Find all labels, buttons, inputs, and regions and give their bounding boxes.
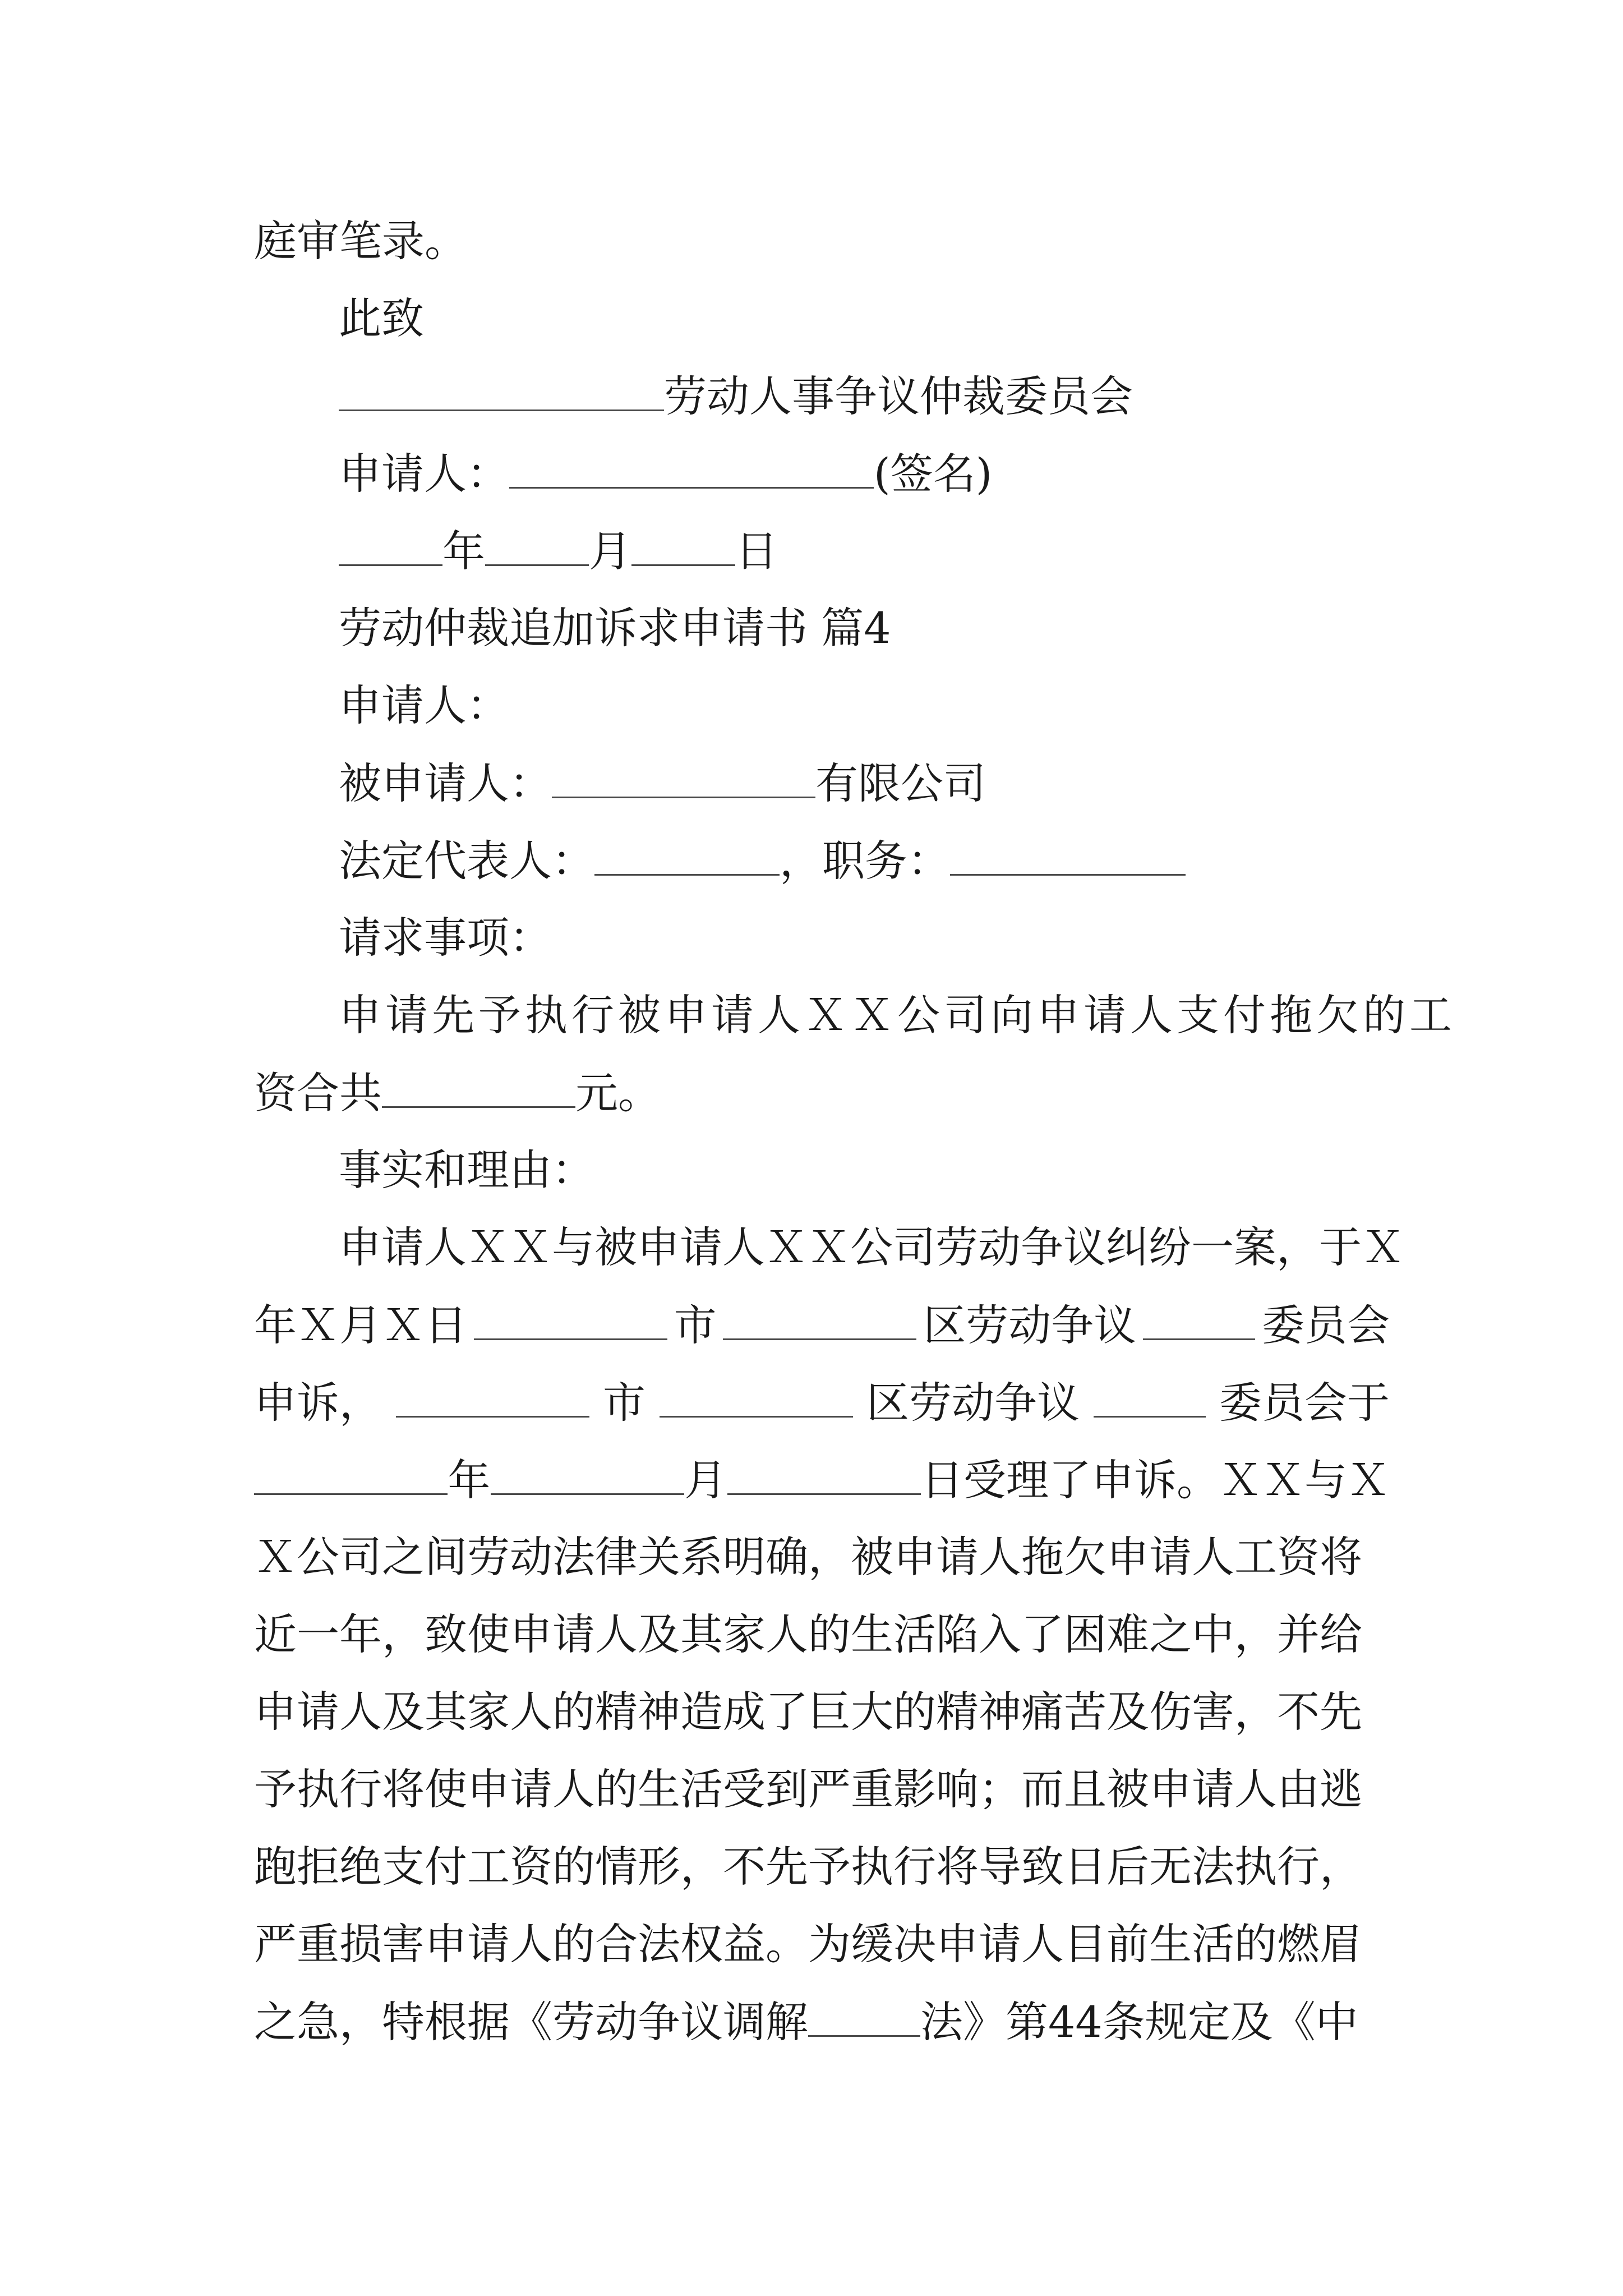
blank-underline (254, 1458, 448, 1495)
blank-underline (552, 762, 815, 798)
line-text: 年Ｘ月Ｘ日 (254, 1300, 467, 1350)
addressee-line (339, 371, 1133, 421)
text-line (339, 1222, 1404, 1272)
line-text: 市 (603, 1378, 645, 1428)
heading-request (339, 913, 552, 963)
line-text: 劳动人事争议仲裁委员会 (664, 371, 1133, 421)
text-line (254, 216, 467, 266)
line-text: 申请人ＸＸ与被申请人ＸＸ公司劳动争议纠纷一案，于Ｘ (339, 1222, 1404, 1272)
text-line (339, 990, 1456, 1040)
line-text: 予执行将使申请人的生活受到严重影响；而且被申请人由逃 (254, 1764, 1362, 1814)
line-text: 跑拒绝支付工资的情形，不先予执行将导致日后无法执行， (254, 1842, 1362, 1892)
line-text: 法定代表人： (339, 836, 594, 886)
blank-underline (808, 2000, 920, 2037)
line-text: 区劳动争议 (923, 1300, 1137, 1350)
blank-underline (396, 1381, 589, 1418)
line-text: 资合共 (254, 1068, 382, 1118)
line-text: 年 (442, 526, 485, 576)
line-text: 有限公司 (815, 758, 986, 808)
line-text: 申请人： (339, 449, 509, 499)
blank-underline (1143, 1304, 1255, 1340)
line-text: 此致 (339, 293, 424, 343)
line-text: 严重损害申请人的合法权益。为缓决申请人目前生活的燃眉 (254, 1919, 1362, 1969)
line-text: 申诉， (254, 1378, 382, 1428)
line-text: 日受理了申诉。ＸＸ与Ｘ (920, 1455, 1390, 1505)
line-text: 日 (735, 526, 778, 576)
heading-facts (339, 1145, 594, 1195)
text-line (254, 1997, 1358, 2047)
line-text: 被申请人： (339, 758, 552, 808)
line-text: 之急，特根据《劳动争议调解 (254, 1997, 808, 2047)
blank-underline (339, 530, 442, 566)
text-line (254, 1068, 661, 1118)
line-text: 委员会 (1261, 1300, 1390, 1350)
line-text: 申请人及其家人的精神造成了巨大的精神痛苦及伤害，不先 (254, 1687, 1362, 1737)
text-line (254, 1919, 1362, 1969)
text-line (254, 1300, 1390, 1350)
text-line (254, 1764, 1362, 1814)
line-text: 庭审笔录。 (254, 216, 467, 266)
text-line (254, 1842, 1362, 1892)
line-text: 市 (674, 1300, 717, 1350)
blank-underline (723, 1304, 916, 1340)
line-text: 申请人： (339, 680, 509, 730)
blank-underline (509, 452, 874, 489)
text-line (254, 1532, 1362, 1582)
line-text: ，职务： (780, 836, 950, 886)
line-text: 申请先予执行被申请人ＸＸ公司向申请人支付拖欠的工 (339, 990, 1456, 1040)
blank-underline (594, 839, 780, 876)
blank-underline (382, 1071, 575, 1108)
blank-underline (474, 1304, 667, 1340)
blank-underline (950, 839, 1186, 876)
line-text: 法》第44条规定及《中 (920, 1997, 1358, 2047)
blank-underline (727, 1458, 921, 1495)
line-text: 劳动仲裁追加诉求申请书 篇4 (339, 603, 891, 653)
text-line (254, 1455, 1390, 1505)
blank-underline (491, 1458, 684, 1495)
blank-underline (339, 375, 664, 411)
line-text: (签名) (874, 449, 993, 499)
line-text: 请求事项： (339, 913, 552, 963)
salutation (339, 293, 424, 343)
respondent-line (339, 758, 986, 808)
blank-underline (485, 530, 589, 566)
text-line (254, 1687, 1362, 1737)
blank-underline (660, 1381, 853, 1418)
line-text: 月 (684, 1455, 727, 1505)
line-text: 元。 (575, 1068, 661, 1118)
line-text: 月 (589, 526, 631, 576)
line-text: 区劳动争议 (866, 1378, 1080, 1428)
signature-line (339, 449, 993, 499)
line-text: Ｘ公司之间劳动法律关系明确，被申请人拖欠申请人工资将 (254, 1532, 1362, 1582)
blank-underline (631, 530, 735, 566)
text-line (254, 1378, 1390, 1428)
line-text: 近一年，致使申请人及其家人的生活陷入了困难之中，并给 (254, 1609, 1362, 1659)
section-title (339, 603, 891, 653)
line-text: 委员会于 (1219, 1378, 1390, 1428)
line-text: 年 (448, 1455, 491, 1505)
legal-rep-line (339, 836, 1186, 886)
text-line (254, 1609, 1362, 1659)
blank-underline (1094, 1381, 1206, 1418)
date-line (339, 526, 778, 576)
applicant-line (339, 680, 509, 730)
line-text: 事实和理由： (339, 1145, 594, 1195)
